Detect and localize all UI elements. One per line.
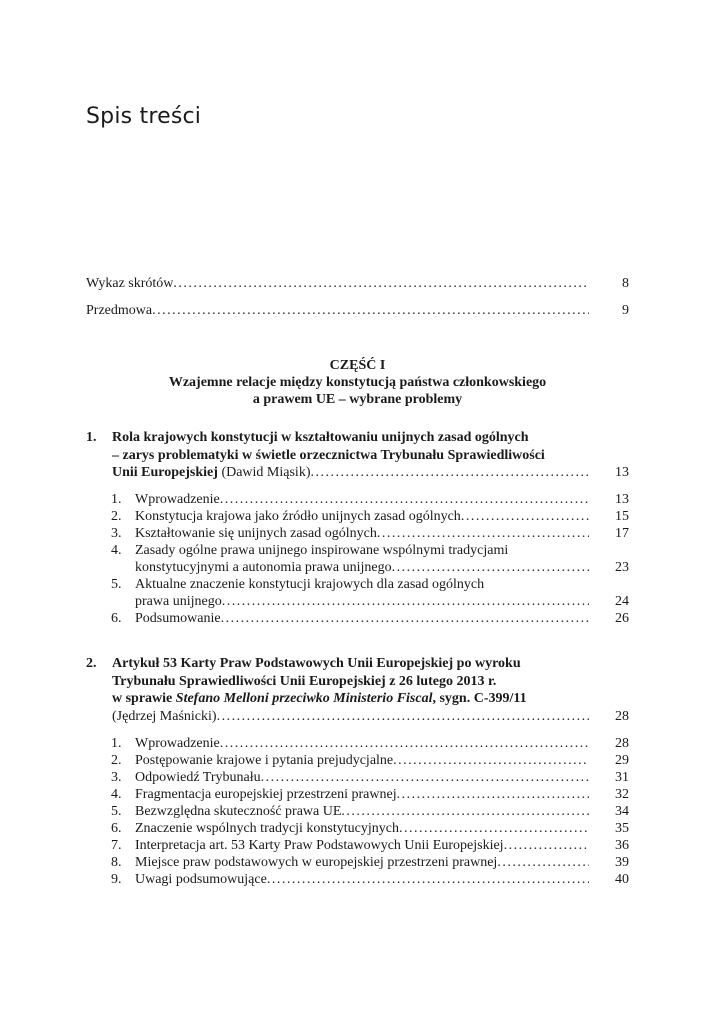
toc-label: Przedmowa	[86, 303, 153, 318]
section-item[interactable]	[111, 491, 629, 508]
leader-dots	[221, 610, 589, 627]
section-number: 5.	[111, 577, 122, 592]
section-label: Znaczenie wspólnych tradycji konstytucyjnych	[135, 821, 399, 836]
chapter-title-line3: Unii Europejskiej	[112, 465, 218, 480]
chapter-author: (Dawid Miąsik)	[217, 465, 311, 480]
chapter-title-line1: Rola krajowych konstytucji w kształtowaniu unijnych zasad ogólnych	[112, 430, 529, 445]
section-item[interactable]	[111, 735, 629, 752]
part-number: CZĘŚĆ I	[329, 358, 386, 373]
chapter-title-line2: Trybunału Sprawiedliwości Unii Europejskiej z 26 lutego 2013 r.	[112, 673, 497, 689]
section-number: 5.	[111, 804, 122, 819]
leader-dots	[152, 302, 589, 319]
section-number: 8.	[111, 855, 122, 870]
leader-dots	[220, 735, 589, 752]
section-number: 4.	[111, 543, 122, 558]
section-label: Wprowadzenie	[135, 492, 220, 507]
leader-dots	[461, 508, 589, 525]
leader-dots	[397, 786, 589, 803]
leader-dots	[341, 803, 589, 820]
section-number: 1.	[111, 736, 122, 751]
section-number: 2.	[111, 509, 122, 524]
chapter-title-line3: w sprawie Stefano Melloni przeciwko Ministerio Fiscal, sygn. C-399/11	[112, 691, 527, 706]
page-number: 28	[615, 736, 629, 751]
section-number: 3.	[111, 770, 122, 785]
section-label: Podsumowanie	[135, 611, 221, 626]
toc-front-2[interactable]	[86, 302, 629, 319]
page-number: 9	[622, 303, 629, 318]
section-item[interactable]	[111, 803, 629, 820]
chapter-2-entry[interactable]	[86, 655, 629, 725]
leader-dots	[173, 275, 589, 292]
page-number: 31	[615, 770, 629, 785]
page-number: 35	[615, 821, 629, 836]
leader-dots	[377, 525, 589, 542]
leader-dots	[220, 491, 589, 508]
page-number: 28	[615, 708, 629, 724]
part-heading	[86, 357, 629, 408]
section-number: 4.	[111, 787, 122, 802]
page-number: 34	[615, 804, 629, 819]
leader-dots	[261, 769, 589, 786]
page-number: 13	[615, 465, 629, 480]
page-number: 32	[615, 787, 629, 802]
chapter-title-line2: – zarys problematyki w świetle orzecznictwa Trybunału Sprawiedliwości	[112, 447, 545, 463]
section-item[interactable]	[111, 854, 629, 871]
section-label: Uwagi podsumowujące	[135, 872, 267, 887]
page-number: 13	[615, 492, 629, 507]
section-item[interactable]	[111, 576, 629, 610]
section-number: 6.	[111, 611, 122, 626]
section-label-line1: Aktualne znaczenie konstytucji krajowych dla zasad ogólnych	[135, 577, 485, 592]
section-label: Fragmentacja europejskiej przestrzeni prawnej	[135, 787, 397, 802]
leader-dots	[504, 837, 589, 854]
section-number: 2.	[111, 753, 122, 768]
chapter-2-sections	[111, 735, 629, 888]
section-number: 6.	[111, 821, 122, 836]
section-label: Interpretacja art. 53 Karty Praw Podstawowych Unii Europejskiej	[135, 838, 504, 853]
section-label: Kształtowanie się unijnych zasad ogólnych	[135, 526, 377, 541]
page-number: 15	[615, 509, 629, 524]
section-number: 7.	[111, 838, 122, 853]
toc-label: Wykaz skrótów	[86, 276, 174, 291]
part-title-line2: a prawem UE – wybrane problemy	[252, 392, 463, 407]
section-label-line2: konstytucyjnymi a autonomia prawa unijnego	[135, 560, 392, 575]
section-item[interactable]	[111, 525, 629, 542]
section-label: Wprowadzenie	[135, 736, 220, 751]
section-label-line2: prawa unijnego	[135, 594, 222, 609]
leader-dots	[399, 820, 589, 837]
section-label: Odpowiedź Trybunału	[135, 770, 261, 785]
section-item[interactable]	[111, 871, 629, 888]
page-number: 23	[615, 560, 629, 575]
page-number: 40	[615, 872, 629, 887]
section-item[interactable]	[111, 610, 629, 627]
page-number: 17	[615, 526, 629, 541]
leader-dots	[392, 559, 589, 576]
page-number: 24	[615, 594, 629, 609]
section-label: Konstytucja krajowa jako źródło unijnych zasad ogólnych	[135, 509, 461, 524]
chapter-number: 2.	[86, 656, 97, 671]
toc-front-1[interactable]	[86, 275, 629, 292]
leader-dots	[310, 464, 589, 482]
leader-dots	[222, 593, 589, 610]
section-item[interactable]	[111, 820, 629, 837]
section-item[interactable]	[111, 837, 629, 854]
page-number: 29	[615, 753, 629, 768]
section-number: 3.	[111, 526, 122, 541]
leader-dots	[267, 871, 589, 888]
chapter-number: 1.	[86, 430, 97, 445]
leader-dots	[497, 854, 589, 871]
section-item[interactable]	[111, 508, 629, 525]
page-number: 39	[615, 855, 629, 870]
section-label: Bezwzględna skuteczność prawa UE	[135, 804, 342, 819]
chapter-title-line1: Artykuł 53 Karty Praw Podstawowych Unii Europejskiej po wyroku	[112, 656, 521, 671]
page-title: Spis treści	[86, 104, 202, 129]
section-label-line1: Zasady ogólne prawa unijnego inspirowane wspólnymi tradycjami	[135, 543, 509, 558]
section-label: Postępowanie krajowe i pytania prejudycjalne	[135, 753, 394, 768]
part-title-line1: Wzajemne relacje między konstytucją państwa członkowskiego	[168, 375, 547, 390]
section-number: 1.	[111, 492, 122, 507]
section-item[interactable]	[111, 542, 629, 576]
chapter-author: (Jędrzej Maśnicki)	[112, 708, 217, 724]
section-label: Miejsce praw podstawowych w europejskiej przestrzeni prawnej	[135, 855, 498, 870]
page-number: 36	[615, 838, 629, 853]
chapter-1-sections	[111, 491, 629, 627]
leader-dots	[393, 752, 589, 769]
section-item[interactable]	[111, 752, 629, 769]
leader-dots	[217, 708, 589, 726]
chapter-1-entry[interactable]	[86, 429, 629, 482]
section-item[interactable]	[111, 769, 629, 786]
section-number: 9.	[111, 872, 122, 887]
page-number: 8	[622, 276, 629, 291]
section-item[interactable]	[111, 786, 629, 803]
page-number: 26	[615, 611, 629, 626]
